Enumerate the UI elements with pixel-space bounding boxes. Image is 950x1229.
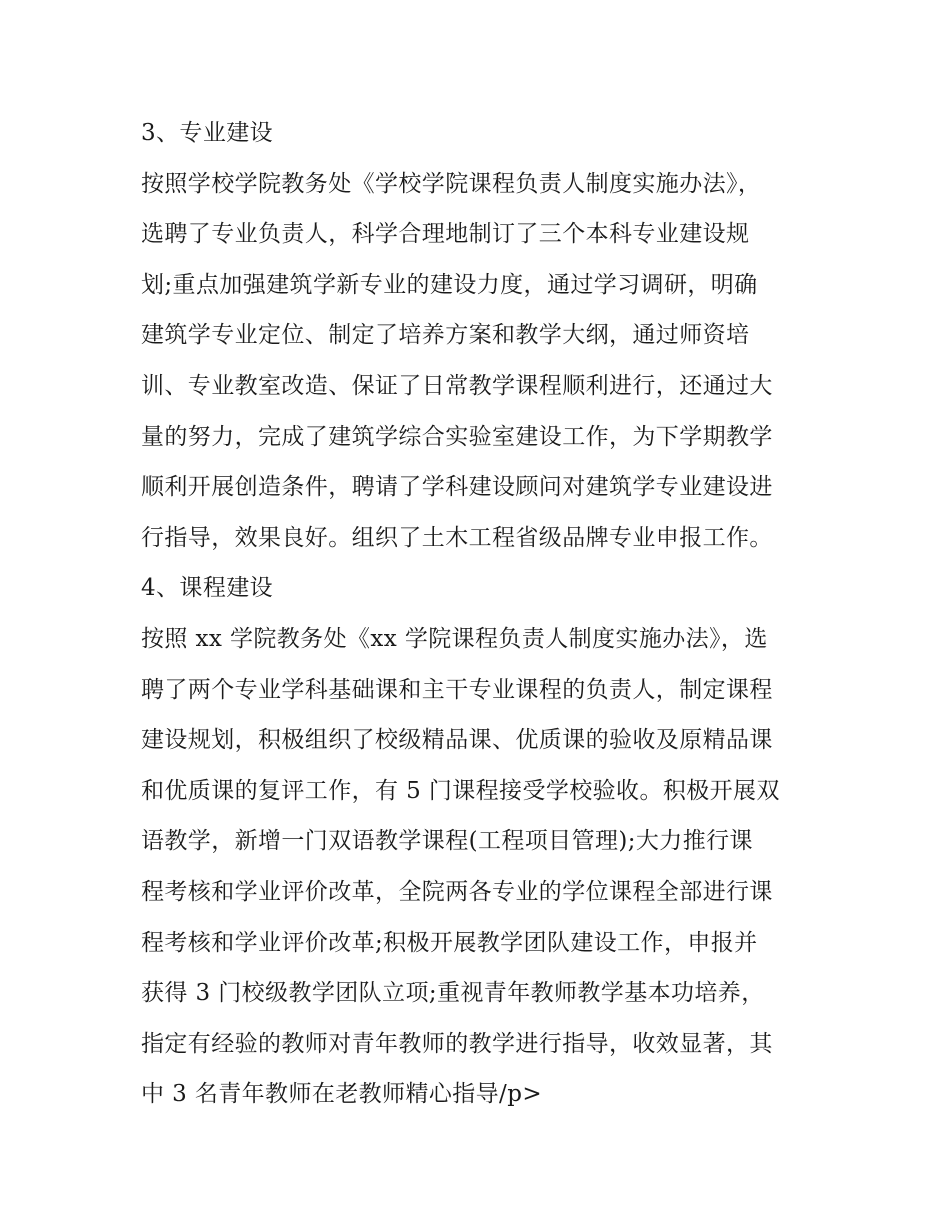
paragraph-line: 建筑学专业定位、制定了培养方案和教学大纲，通过师资培 — [141, 322, 750, 349]
paragraph-line: 选聘了专业负责人，科学合理地制订了三个本科专业建设规 — [141, 221, 750, 248]
paragraph-line: 按照学校学院教务处《学校学院课程负责人制度实施办法》， — [141, 170, 762, 197]
paragraph-line: 获得 3 门校级教学团队立项;重视青年教师教学基本功培养， — [141, 980, 765, 1007]
paragraph-line: 聘了两个专业学科基础课和主干专业课程的负责人，制定课程 — [141, 676, 773, 703]
paragraph-line: 建设规划，积极组织了校级精品课、优质课的验收及原精品课 — [141, 727, 773, 754]
paragraph-line: 顺利开展创造条件，聘请了学科建设顾问对建筑学专业建设进 — [141, 474, 773, 501]
paragraph-line: 量的努力，完成了建筑学综合实验室建设工作，为下学期教学 — [141, 423, 773, 450]
section-heading-course-construction: 4、课程建设 — [141, 575, 274, 602]
section-heading-major-construction: 3、专业建设 — [141, 120, 274, 146]
paragraph-line: 行指导，效果良好。组织了土木工程省级品牌专业申报工作。 — [141, 524, 773, 551]
paragraph-line: 和优质课的复评工作，有 5 门课程接受学校验收。积极开展双 — [141, 777, 780, 804]
paragraph-line: 程考核和学业评价改革;积极开展教学团队建设工作，申报并 — [141, 929, 758, 956]
paragraph-line: 划;重点加强建筑学新专业的建设力度，通过学习调研，明确 — [141, 271, 758, 298]
paragraph-line: 指定有经验的教师对青年教师的教学进行指导，收效显著，其 — [141, 1030, 773, 1057]
paragraph-line: 语教学，新增一门双语教学课程(工程项目管理);大力推行课 — [141, 828, 753, 855]
paragraph-line: 训、专业教室改造、保证了日常教学课程顺利进行，还通过大 — [141, 372, 773, 399]
paragraph-line: 中 3 名青年教师在老教师精心指导/p> — [141, 1081, 542, 1108]
document-body — [141, 108, 821, 1120]
paragraph-line: 按照 xx 学院教务处《xx 学院课程负责人制度实施办法》，选 — [141, 625, 768, 652]
paragraph-line: 程考核和学业评价改革，全院两各专业的学位课程全部进行课 — [141, 878, 773, 905]
